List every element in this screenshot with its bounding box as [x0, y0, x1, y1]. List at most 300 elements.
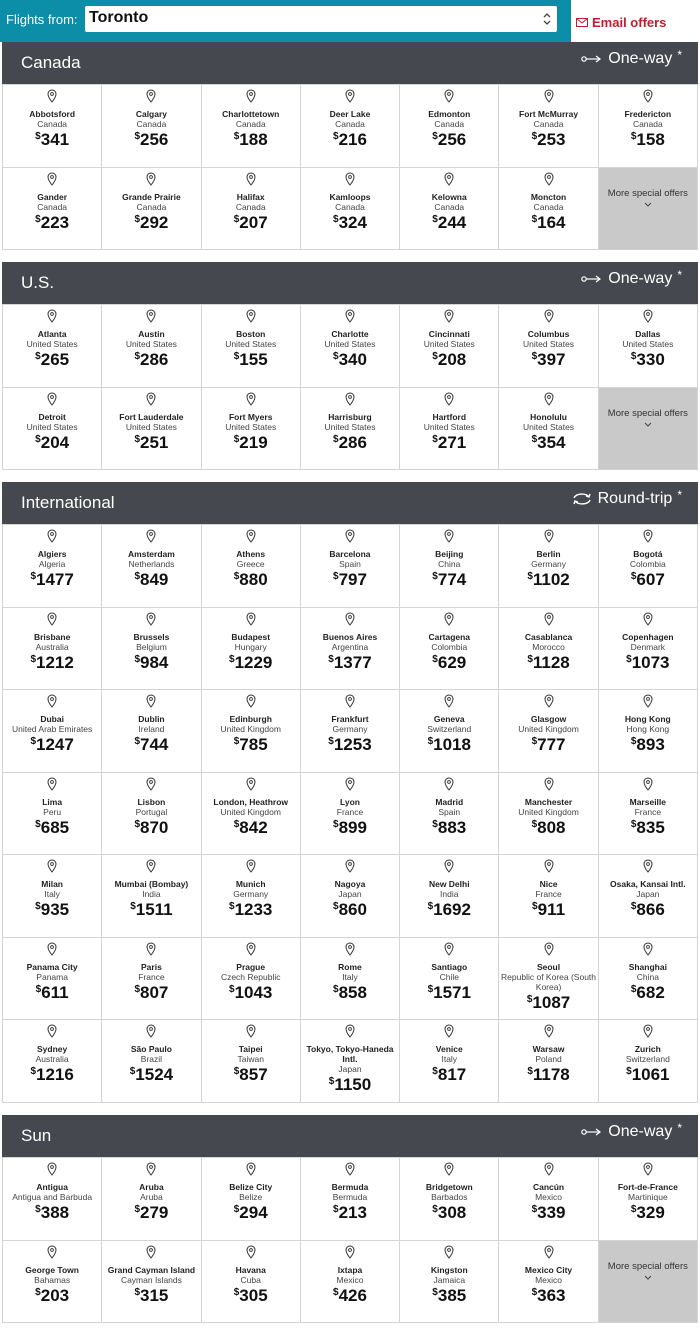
price-value: 1087 — [532, 992, 571, 1012]
destination-price — [103, 350, 199, 373]
destination-country: Japan — [636, 889, 660, 899]
map-pin-icon — [444, 859, 454, 873]
destination-country: China — [438, 559, 461, 569]
destination-card[interactable] — [599, 773, 698, 856]
destination-card[interactable] — [301, 85, 400, 168]
destination-row — [3, 1020, 698, 1103]
price-value: 629 — [437, 652, 467, 672]
price-value: 286 — [140, 350, 169, 369]
destination-card[interactable] — [499, 525, 598, 608]
destination-country: Argentina — [331, 641, 369, 652]
destination-card[interactable] — [599, 608, 698, 691]
destination-card[interactable] — [400, 773, 499, 856]
destination-city: Fredericton — [624, 109, 672, 119]
destination-card[interactable] — [499, 85, 598, 168]
destination-card[interactable] — [599, 525, 698, 608]
destination-city: Antigua — [36, 1182, 68, 1192]
price-value: 305 — [239, 1285, 268, 1305]
currency-symbol: $ — [328, 653, 334, 665]
currency-symbol: $ — [432, 818, 438, 830]
destination-card[interactable] — [301, 1158, 400, 1241]
map-pin-icon — [146, 1245, 156, 1259]
destination-card[interactable] — [3, 388, 102, 471]
currency-symbol: $ — [134, 653, 141, 665]
destination-card[interactable] — [301, 305, 400, 388]
currency-symbol: $ — [630, 131, 637, 142]
destination-city: Rome — [338, 961, 362, 972]
destination-price — [4, 983, 100, 1006]
destination-card[interactable] — [202, 690, 301, 773]
one-way-icon — [581, 54, 603, 64]
destination-city: Glasgow — [530, 714, 567, 724]
trip-type-label: One-way — [608, 270, 673, 287]
map-pin-icon — [246, 309, 256, 323]
destination-card[interactable] — [301, 1241, 400, 1324]
map-pin-icon — [246, 1024, 256, 1038]
trip-type — [571, 490, 682, 508]
destination-country: China — [636, 971, 659, 982]
price-value: 1253 — [333, 735, 372, 754]
destination-country: Colombia — [431, 641, 468, 652]
map-pin-icon — [444, 942, 454, 956]
destination-price — [600, 1203, 696, 1226]
destination-price — [103, 130, 199, 153]
price-value: 388 — [40, 1203, 70, 1222]
destination-card[interactable] — [499, 388, 598, 471]
destination-country: United Kingdom — [518, 806, 579, 817]
destination-city: Seoul — [536, 961, 561, 972]
price-value: 354 — [537, 432, 566, 452]
destination-card[interactable] — [499, 1241, 598, 1324]
price-value: 1477 — [36, 570, 74, 589]
destination-card[interactable] — [102, 855, 201, 938]
currency-symbol: $ — [30, 736, 36, 747]
destination-city: Warsaw — [532, 1044, 565, 1054]
map-pin-icon — [643, 694, 653, 708]
destination-card[interactable] — [3, 1020, 102, 1103]
destination-card[interactable] — [400, 855, 499, 938]
price-value: 1018 — [433, 735, 471, 754]
destination-card[interactable] — [102, 525, 201, 608]
destination-city: Grande Prairie — [122, 191, 181, 202]
destination-country: Japan — [338, 889, 362, 899]
currency-symbol: $ — [531, 736, 538, 747]
destination-country: France — [138, 971, 165, 982]
destination-city: Edmonton — [428, 109, 471, 119]
destination-card[interactable] — [599, 85, 698, 168]
destination-card[interactable] — [102, 1158, 201, 1241]
destination-card[interactable] — [400, 305, 499, 388]
destination-card[interactable] — [400, 1158, 499, 1241]
currency-symbol: $ — [427, 901, 434, 912]
destination-country: Canada — [434, 119, 465, 129]
destination-country: Brazil — [140, 1054, 163, 1064]
currency-symbol: $ — [129, 1066, 136, 1077]
map-pin-icon — [146, 612, 156, 626]
destination-country: Morocco — [532, 641, 565, 652]
destination-card[interactable] — [499, 1020, 598, 1103]
currency-symbol: $ — [134, 571, 141, 582]
destination-card[interactable] — [599, 938, 698, 1021]
destination-city: Tokyo, Tokyo-Haneda Intl. — [306, 1044, 394, 1064]
destination-country: United States — [324, 339, 376, 349]
map-pin-icon — [444, 392, 454, 406]
destination-card[interactable] — [499, 855, 598, 938]
currency-symbol: $ — [30, 1066, 36, 1077]
price-value: 785 — [239, 735, 268, 754]
map-pin-icon — [345, 309, 355, 323]
currency-symbol: $ — [30, 571, 36, 582]
asterisk: * — [677, 48, 682, 62]
currency-symbol: $ — [229, 983, 235, 995]
destination-country: Aruba — [140, 1192, 163, 1202]
destination-city: Shanghai — [628, 961, 667, 972]
destination-card[interactable] — [3, 305, 102, 388]
map-pin-icon — [146, 777, 156, 791]
currency-symbol: $ — [233, 131, 240, 142]
destination-country: Italy — [342, 971, 358, 982]
currency-symbol: $ — [333, 433, 339, 445]
price-value: 1102 — [532, 570, 570, 589]
map-pin-icon — [544, 859, 554, 873]
price-value: 208 — [437, 350, 467, 369]
destination-card[interactable] — [202, 1158, 301, 1241]
destination-card[interactable] — [400, 168, 499, 251]
price-value: 893 — [636, 735, 665, 754]
destination-card[interactable] — [499, 938, 598, 1021]
destination-row — [3, 168, 698, 251]
destination-country: Antigua and Barbuda — [12, 1192, 93, 1202]
currency-symbol: $ — [333, 983, 339, 995]
price-value: 426 — [338, 1285, 367, 1305]
destination-card[interactable] — [102, 938, 201, 1021]
destination-card[interactable] — [499, 1158, 598, 1241]
destination-card[interactable] — [202, 305, 301, 388]
destination-country: United States — [523, 421, 575, 432]
destination-country: United States — [225, 339, 277, 349]
destination-card[interactable] — [3, 1158, 102, 1241]
destination-city: Berlin — [536, 549, 561, 559]
destination-card[interactable] — [102, 773, 201, 856]
destination-country: Cayman Islands — [120, 1274, 182, 1285]
destination-card[interactable] — [599, 305, 698, 388]
destination-price — [203, 900, 299, 923]
destination-card[interactable] — [202, 388, 301, 471]
destination-card[interactable] — [400, 1020, 499, 1103]
destination-city: Copenhagen — [622, 631, 674, 642]
destination-card[interactable] — [301, 388, 400, 471]
destination-price — [401, 570, 497, 593]
trip-type-label: One-way — [608, 1123, 673, 1140]
destination-city: Harrisburg — [328, 411, 372, 422]
destination-city: Cancún — [532, 1182, 565, 1192]
currency-symbol: $ — [626, 1066, 632, 1077]
destination-card[interactable] — [301, 525, 400, 608]
destination-card[interactable] — [102, 1020, 201, 1103]
destination-card[interactable] — [499, 608, 598, 691]
destination-card[interactable] — [102, 305, 201, 388]
destination-card[interactable] — [499, 168, 598, 251]
destination-price — [103, 1286, 199, 1309]
destination-card[interactable] — [499, 773, 598, 856]
currency-symbol: $ — [333, 131, 339, 142]
destination-country: Canada — [533, 119, 564, 129]
destination-card[interactable] — [499, 690, 598, 773]
destination-card[interactable] — [3, 855, 102, 938]
destination-card[interactable] — [202, 85, 301, 168]
destination-card[interactable] — [301, 608, 400, 691]
destination-country: Mexico — [535, 1274, 563, 1285]
map-pin-icon — [544, 1162, 554, 1176]
section-title: Canada — [21, 53, 81, 72]
map-pin-icon — [246, 392, 256, 406]
destination-card[interactable] — [599, 1020, 698, 1103]
destination-city: Nagoya — [334, 879, 366, 889]
price-value: 164 — [537, 212, 566, 232]
destination-card[interactable] — [400, 85, 499, 168]
map-pin-icon — [47, 392, 57, 406]
more-special-offers-button[interactable] — [599, 388, 698, 471]
destination-card[interactable] — [3, 773, 102, 856]
destination-card[interactable] — [202, 1241, 301, 1324]
destination-card[interactable] — [3, 1241, 102, 1324]
destination-country: United States — [125, 421, 177, 432]
currency-symbol: $ — [432, 131, 438, 142]
map-pin-icon — [643, 89, 653, 103]
destination-country: Republic of Korea (South Korea) — [501, 971, 597, 992]
destination-country: Denmark — [630, 641, 666, 652]
destination-city: Lima — [42, 796, 63, 807]
currency-symbol: $ — [333, 213, 339, 225]
price-value: 256 — [437, 130, 467, 149]
destination-price — [302, 570, 398, 593]
trip-type-label: Round-trip — [597, 490, 673, 507]
destination-country: Canada — [136, 201, 167, 212]
destination-price — [203, 1065, 299, 1088]
price-value: 1178 — [532, 1065, 570, 1084]
destination-card[interactable] — [599, 690, 698, 773]
currency-symbol: $ — [35, 901, 41, 912]
map-pin-icon — [444, 1162, 454, 1176]
price-value: 1150 — [334, 1075, 372, 1094]
destination-card[interactable] — [202, 855, 301, 938]
destination-card[interactable] — [3, 608, 102, 691]
price-value: 1128 — [532, 652, 570, 672]
map-pin-icon — [444, 1024, 454, 1038]
destination-price — [500, 818, 596, 841]
section-header — [2, 262, 698, 304]
destination-card[interactable] — [400, 938, 499, 1021]
price-value: 1229 — [234, 652, 273, 672]
destination-card[interactable] — [3, 525, 102, 608]
map-pin-icon — [47, 89, 57, 103]
chevron-down-icon — [644, 422, 652, 428]
destination-price — [103, 1065, 199, 1088]
price-value: 866 — [636, 900, 665, 919]
destination-price — [4, 900, 100, 923]
map-pin-icon — [47, 1162, 57, 1176]
destination-card[interactable] — [102, 388, 201, 471]
destination-card[interactable] — [102, 168, 201, 251]
asterisk: * — [677, 268, 682, 282]
currency-symbol: $ — [130, 901, 136, 912]
destination-card[interactable] — [3, 85, 102, 168]
currency-symbol: $ — [134, 131, 141, 142]
destination-price — [103, 213, 199, 236]
destination-row — [3, 1158, 698, 1241]
destination-city: New Delhi — [428, 879, 470, 889]
destination-city: Boston — [236, 329, 266, 339]
more-special-offers-button[interactable] — [599, 168, 698, 251]
destination-card[interactable] — [301, 1020, 400, 1103]
price-value: 808 — [537, 817, 566, 837]
destination-card[interactable] — [301, 168, 400, 251]
destination-country: Hong Kong — [626, 724, 670, 734]
destination-card[interactable] — [202, 773, 301, 856]
section-title: U.S. — [21, 273, 55, 292]
currency-symbol: $ — [233, 433, 240, 445]
map-pin-icon — [345, 1245, 355, 1259]
destination-price — [203, 653, 299, 676]
destination-card[interactable] — [400, 690, 499, 773]
currency-symbol: $ — [233, 571, 240, 582]
map-pin-icon — [345, 694, 355, 708]
destination-card[interactable] — [202, 168, 301, 251]
destination-city: Taipei — [238, 1044, 263, 1054]
map-pin-icon — [643, 777, 653, 791]
map-pin-icon — [345, 529, 355, 543]
currency-symbol: $ — [233, 736, 240, 747]
destination-price — [600, 570, 696, 593]
price-value: 860 — [338, 900, 367, 919]
destination-city: Mumbai (Bombay) — [114, 879, 189, 889]
destination-card[interactable] — [301, 938, 400, 1021]
destination-city: Brussels — [133, 631, 170, 642]
destination-price — [500, 653, 596, 676]
destination-price — [203, 433, 299, 456]
currency-symbol: $ — [531, 433, 538, 445]
destination-price — [103, 983, 199, 1006]
destination-card[interactable] — [301, 855, 400, 938]
destination-card[interactable] — [499, 305, 598, 388]
destination-country: Canada — [37, 201, 68, 212]
price-value: 292 — [140, 212, 169, 232]
price-value: 279 — [140, 1203, 169, 1222]
destination-city: Sydney — [37, 1044, 68, 1054]
destination-city: Mexico City — [524, 1264, 573, 1275]
price-value: 216 — [338, 130, 367, 149]
destination-price — [401, 350, 497, 373]
destination-price — [401, 900, 497, 923]
destination-card[interactable] — [102, 690, 201, 773]
destination-card[interactable] — [301, 690, 400, 773]
destination-price — [203, 570, 299, 593]
destination-country: Australia — [35, 641, 69, 652]
destination-card[interactable] — [102, 1241, 201, 1324]
destination-city: Cartagena — [428, 631, 471, 642]
destination-city: Amsterdam — [128, 549, 175, 559]
map-pin-icon — [146, 942, 156, 956]
one-way-icon — [581, 1127, 603, 1137]
map-pin-icon — [246, 694, 256, 708]
origin-city-select[interactable] — [85, 6, 557, 32]
map-pin-icon — [146, 309, 156, 323]
destination-card[interactable] — [202, 1020, 301, 1103]
map-pin-icon — [246, 89, 256, 103]
destination-price — [600, 653, 696, 676]
destination-card[interactable] — [202, 938, 301, 1021]
destination-country: Ireland — [138, 724, 165, 734]
destination-card[interactable] — [3, 938, 102, 1021]
destination-price — [4, 1286, 100, 1309]
map-pin-icon — [544, 1024, 554, 1038]
currency-symbol: $ — [432, 433, 438, 445]
destination-price — [302, 900, 398, 923]
destination-price — [302, 735, 398, 758]
chevron-down-icon — [644, 202, 652, 208]
price-value: 899 — [338, 817, 367, 837]
destination-price — [500, 900, 596, 923]
price-value: 744 — [140, 735, 169, 754]
destination-city: Charlotte — [331, 329, 369, 339]
destination-card[interactable] — [3, 168, 102, 251]
map-pin-icon — [345, 777, 355, 791]
destination-city: Casablanca — [524, 631, 573, 642]
destination-city: Geneva — [433, 714, 465, 724]
destination-card[interactable] — [202, 608, 301, 691]
destination-country: Peru — [43, 806, 62, 817]
destination-city: Zurich — [634, 1044, 661, 1054]
destination-card[interactable] — [400, 608, 499, 691]
currency-symbol: $ — [532, 901, 538, 912]
map-pin-icon — [345, 1162, 355, 1176]
destination-country: Japan — [338, 1064, 362, 1074]
destination-price — [401, 735, 497, 758]
destination-card[interactable] — [400, 1241, 499, 1324]
more-special-offers-button[interactable] — [599, 1241, 698, 1324]
destination-country: Algeria — [38, 559, 66, 569]
currency-symbol: $ — [328, 736, 334, 747]
destination-city: Ixtapa — [337, 1264, 363, 1275]
price-value: 935 — [40, 900, 70, 919]
destination-card[interactable] — [301, 773, 400, 856]
destination-country: United Arab Emirates — [11, 724, 93, 734]
destination-price — [103, 818, 199, 841]
destination-card[interactable] — [400, 388, 499, 471]
destination-row — [3, 525, 698, 608]
destination-card[interactable] — [102, 608, 201, 691]
destination-card[interactable] — [3, 690, 102, 773]
destination-card[interactable] — [599, 1158, 698, 1241]
select-arrows-icon — [541, 9, 553, 29]
destination-row — [3, 305, 698, 388]
destination-price — [203, 213, 299, 236]
destination-card[interactable] — [599, 855, 698, 938]
destination-country: Netherlands — [128, 559, 175, 569]
destination-card[interactable] — [202, 525, 301, 608]
email-offers-label: Email offers — [592, 14, 667, 30]
destination-card[interactable] — [400, 525, 499, 608]
destination-city: Buenos Aires — [322, 631, 378, 642]
trip-type-label: One-way — [608, 50, 673, 67]
currency-symbol: $ — [333, 901, 339, 912]
email-offers-link[interactable] — [576, 13, 666, 31]
destination-row — [3, 938, 698, 1021]
destination-card[interactable] — [102, 85, 201, 168]
destination-price — [401, 213, 497, 236]
map-pin-icon — [345, 859, 355, 873]
price-value: 158 — [636, 130, 665, 149]
